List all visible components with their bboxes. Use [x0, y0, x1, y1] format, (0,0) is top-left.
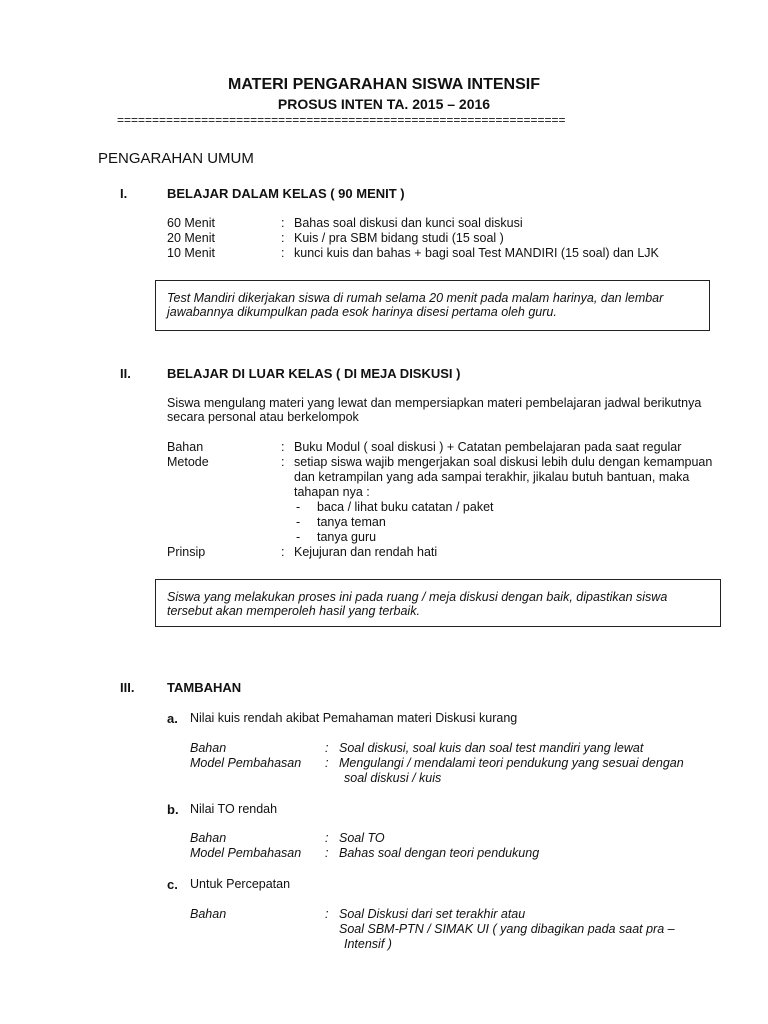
model-line: soal diskusi / kuis: [344, 771, 442, 785]
prinsip-label: Prinsip: [167, 545, 206, 559]
prinsip-colon: :: [281, 545, 285, 559]
metode-colon: :: [281, 455, 285, 469]
section2-intro-line: Siswa mengulang materi yang lewat dan mempersiapkan materi pembelajaran jadwal berikutnya: [167, 396, 702, 410]
note-line: tersebut akan memperoleh hasil yang terbaik.: [167, 604, 420, 618]
general-heading: PENGARAHAN UMUM: [98, 150, 254, 167]
metode-line: dan ketrampilan yang ada sampai terakhir, jikalau butuh bantuan, maka: [294, 470, 690, 484]
step-dash: -: [296, 500, 301, 514]
schedule-description: kunci kuis dan bahas + bagi soal Test MANDIRI (15 soal) dan LJK: [294, 246, 659, 260]
note-line: jawabannya dikumpulkan pada esok harinya disesi pertama oleh guru.: [167, 305, 557, 319]
section3-number: III.: [120, 680, 135, 695]
bahan-colon: :: [281, 440, 285, 454]
bahan-text: Soal diskusi, soal kuis dan soal test mandiri yang lewat: [339, 741, 644, 755]
document-subtitle: PROSUS INTEN TA. 2015 – 2016: [277, 96, 491, 112]
note-line: Test Mandiri dikerjakan siswa di rumah selama 20 menit pada malam harinya, dan lembar: [167, 291, 664, 305]
bahan-text: Soal TO: [339, 831, 385, 845]
model-line: Mengulangi / mendalami teori pendukung yang sesuai dengan: [339, 756, 684, 770]
item-c-letter: c.: [167, 877, 178, 892]
step-text: tanya teman: [317, 515, 386, 529]
metode-line: setiap siswa wajib mengerjakan soal diskusi lebih dulu dengan kemampuan: [294, 455, 713, 469]
section1-heading: BELAJAR DALAM KELAS ( 90 MENIT ): [167, 186, 405, 201]
section2-intro-line: secara personal atau berkelompok: [167, 410, 359, 424]
model-text: Bahas soal dengan teori pendukung: [339, 846, 540, 860]
step-text: tanya guru: [317, 530, 377, 544]
item-c-title: Untuk Percepatan: [190, 877, 291, 891]
document-title: MATERI PENGARAHAN SISWA INTENSIF: [227, 76, 540, 93]
item-b-letter: b.: [167, 802, 179, 817]
bahan-label: Bahan: [190, 831, 227, 845]
bahan-line: Intensif ): [344, 937, 392, 951]
bahan-colon: :: [325, 907, 329, 921]
bahan-colon: :: [325, 741, 329, 755]
bahan-label: Bahan: [167, 440, 204, 454]
model-label: Model Pembahasan: [190, 846, 302, 860]
schedule-colon: :: [281, 216, 285, 230]
bahan-text: Buku Modul ( soal diskusi ) + Catatan pembelajaran pada saat regular: [294, 440, 682, 454]
section2-heading: BELAJAR DI LUAR KELAS ( DI MEJA DISKUSI ): [167, 366, 461, 381]
bahan-label: Bahan: [190, 741, 227, 755]
prinsip-text: Kejujuran dan rendah hati: [294, 545, 438, 559]
section1-number: I.: [120, 186, 128, 201]
separator-line: ================================================================: [117, 113, 566, 127]
section2-number: II.: [120, 366, 131, 381]
schedule-colon: :: [281, 246, 285, 260]
schedule-duration: 20 Menit: [167, 231, 215, 245]
section3-heading: TAMBAHAN: [167, 680, 242, 695]
schedule-description: Kuis / pra SBM bidang studi (15 soal ): [294, 231, 504, 245]
schedule-description: Bahas soal diskusi dan kunci soal diskusi: [294, 216, 523, 230]
metode-line: tahapan nya :: [294, 485, 370, 499]
bahan-label: Bahan: [190, 907, 227, 921]
bahan-line: Soal SBM-PTN / SIMAK UI ( yang dibagikan pada saat pra –: [339, 922, 675, 936]
schedule-duration: 60 Menit: [167, 216, 215, 230]
item-a-letter: a.: [167, 711, 178, 726]
schedule-colon: :: [281, 231, 285, 245]
step-text: baca / lihat buku catatan / paket: [317, 500, 494, 514]
bahan-line: Soal Diskusi dari set terakhir atau: [339, 907, 526, 921]
note-line: Siswa yang melakukan proses ini pada ruang / meja diskusi dengan baik, dipastikan siswa: [167, 590, 668, 604]
model-colon: :: [325, 756, 329, 770]
schedule-duration: 10 Menit: [167, 246, 215, 260]
metode-label: Metode: [167, 455, 209, 469]
model-colon: :: [325, 846, 329, 860]
step-dash: -: [296, 515, 301, 529]
step-dash: -: [296, 530, 301, 544]
model-label: Model Pembahasan: [190, 756, 302, 770]
bahan-colon: :: [325, 831, 329, 845]
item-a-title: Nilai kuis rendah akibat Pemahaman materi Diskusi kurang: [190, 711, 518, 725]
item-b-title: Nilai TO rendah: [190, 802, 278, 816]
